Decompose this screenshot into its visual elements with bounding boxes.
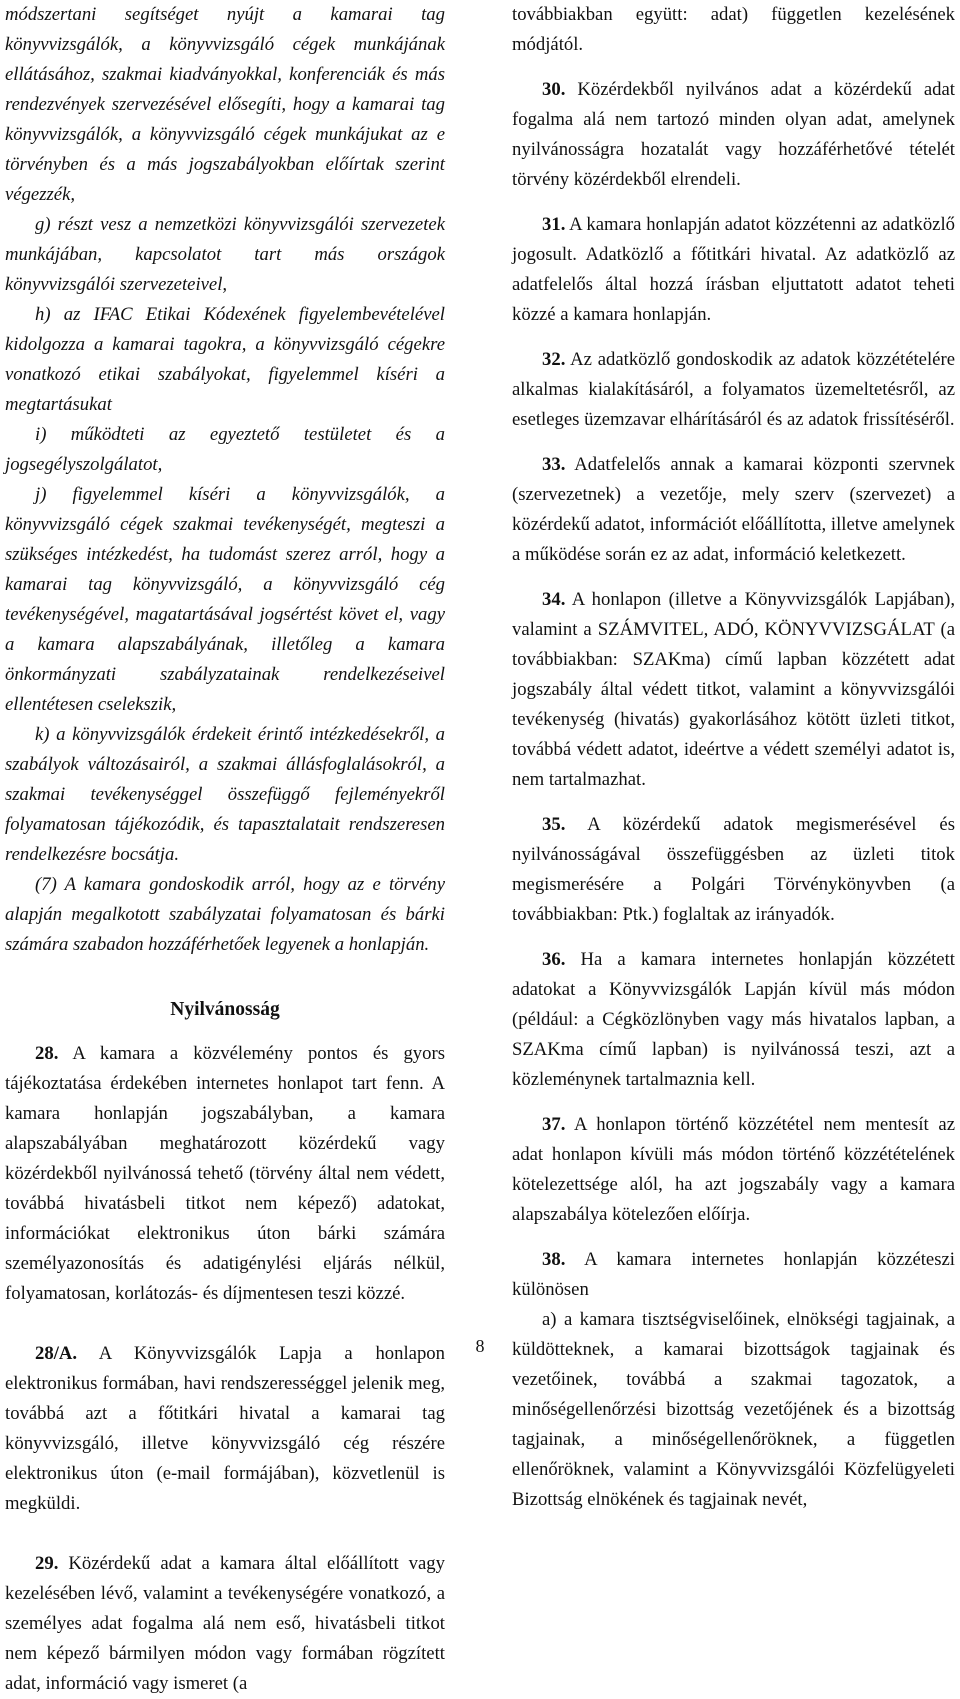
- paragraph-33: [512, 450, 955, 570]
- paragraph-number: 35.: [542, 814, 566, 835]
- paragraph-text: Közérdekből nyilvános adat a közérdekű adat fogalma alá nem tartozó minden olyan adat, amelynek nyilvánosságra hozatalát vagy hozzáférhetővé tételét törvény közérdekből elrendeli.: [512, 79, 955, 190]
- item-g: g) részt vesz a nemzetközi könyvvizsgálói szervezetek munkájában, kapcsolatot tart más országok könyvvizsgálói szervezeteivel,: [5, 214, 445, 295]
- paragraph-29: [5, 1549, 445, 1699]
- paragraph-text: A kamara internetes honlapján közzéteszi különösen: [512, 1249, 955, 1300]
- paragraph-36: [512, 945, 955, 1095]
- paragraph-34: [512, 585, 955, 795]
- paragraph-number: 33.: [542, 454, 566, 475]
- section-heading: Nyilvánosság: [170, 999, 280, 1020]
- paragraph-number: 29.: [35, 1553, 59, 1574]
- paragraph-38: [512, 1245, 955, 1305]
- paragraph-continuation: továbbiakban együtt: adat) független kezelésének módjától.: [512, 4, 955, 55]
- paragraph-text: A Könyvvizsgálók Lapja a honlapon elektronikus formában, havi rendszerességgel jelenik meg, továbbá azt a főtitkári hivatal a kamarai tag könyvvizsgáló, illetve könyvvizsgáló cég részére elektronikus úton (e-mail formájában), közvetlenül is megküldi.: [5, 1343, 445, 1514]
- right-column: [512, 0, 955, 1515]
- paragraph-text: A honlapon (illetve a Könyvvizsgálók Lapjában), valamint a SZÁMVITEL, ADÓ, KÖNYVVIZSGÁLAT (a továbbiakban: SZAKma) című lapban közzétett adat jogszabály által védett titkot, valamint a könyvvizsgálói tevékenység (hivatás) gyakorlásához kötött üzleti titkot, továbbá védett adatot, ideértve a védett személyi adatot is, nem tartalmazhat.: [512, 589, 955, 790]
- paragraph-number: 31.: [542, 214, 566, 235]
- page-number: 8: [475, 1336, 485, 1356]
- item-j: j) figyelemmel kíséri a könyvvizsgálók, a könyvvizsgáló cégek szakmai tevékenységét, megteszi a szükséges intézkedést, ha tudomást szerez arról, hogy a kamarai tag könyvvizsgáló, a könyvvizsgáló cég tevékenységével, magatartásával jogsértést követ el, vagy a kamara alapszabályának, illetőleg a kamara önkormányzati szabályzatainak rendelkezéseivel ellentétesen cselekszik,: [5, 484, 445, 715]
- paragraph-35: [512, 810, 955, 930]
- paragraph-text: A kamara a közvélemény pontos és gyors tájékoztatása érdekében internetes honlapot tart fenn. A kamara honlapján jogszabályban, a kamara alapszabályában meghatározott közérdekű vagy közérdekből nyilvánossá tehető (törvény által nem védett, továbbá hivatásbeli titkot nem képező) adatokat, információkat elektronikus úton bárki számára személyazonosítás és adatigénylési eljárás nélkül, folyamatosan, korlátozás- és díjmentesen teszi közzé.: [5, 1043, 445, 1304]
- paragraph-number: 36.: [542, 949, 566, 970]
- paragraph-30: [512, 75, 955, 195]
- item-f-continuation: módszertani segítséget nyújt a kamarai tag könyvvizsgálók, a könyvvizsgáló cégek munkájának ellátásához, szakmai kiadványokkal, konferenciák és más rendezvények szervezésével elősegíti, hogy a kamarai tag könyvvizsgálók, a könyvvizsgáló cégek munkájukat az e törvényben és a más jogszabályokban előírtak szerint végezzék,: [5, 4, 445, 205]
- paragraph-text: Ha a kamara internetes honlapján közzétett adatokat a Könyvvizsgálók Lapján kívül más módon (például: a Cégközlönyben vagy más hivatalos lapban, a SZAKma című lapban) is nyilvánossá teszi, azt a közleménynek tartalmaznia kell.: [512, 949, 955, 1090]
- item-k: k) a könyvvizsgálók érdekeit érintő intézkedésekről, a szabályok változásairól, a szakmai állásfoglalásokról, a szakmai tevékenységgel összefüggő fejleményekről folyamatosan tájékozódik, és tapasztalatait rendszeresen rendelkezésre bocsátja.: [5, 724, 445, 865]
- paragraph-38-item-a: a) a kamara tisztségviselőinek, elnökségi tagjainak, a küldötteknek, a kamarai bizottságok tagjainak és vezetőinek, továbbá a szakmai tagozatok, a minőségellenőrzési bizottság vezetőjének és a bizottság tagjainak, a minőségellenőröknek, a független ellenőröknek, valamint a Könyvvizsgálói Közfelügyeleti Bizottság elnökének és tagjainak nevét,: [512, 1309, 955, 1510]
- paragraph-text: Az adatközlő gondoskodik az adatok közzétételére alkalmas kialakításáról, a folyamatos üzemeltetésről, az esetleges üzemzavar elhárításáról és az adatok frissítéséről.: [512, 349, 955, 430]
- left-column: [5, 0, 445, 1699]
- paragraph-number: 34.: [542, 589, 566, 610]
- paragraph-28a: [5, 1339, 445, 1519]
- paragraph-text: A kamara honlapján adatot közzétenni az adatközlő jogosult. Adatközlő a főtitkári hivatal. Az adatközlő az adatfelelős által hozzá írásban eljuttatott adatot teheti közzé a kamara honlapján.: [512, 214, 955, 325]
- paragraph-7: (7) A kamara gondoskodik arról, hogy az e törvény alapján megalkotott szabályzatai folyamatosan és bárki számára szabadon hozzáférhetőek legyenek a honlapján.: [5, 874, 445, 955]
- paragraph-31: [512, 210, 955, 330]
- paragraph-number: 38.: [542, 1249, 566, 1270]
- paragraph-text: Adatfelelős annak a kamarai központi szervnek (szervezetnek) a vezetője, mely szerv (szervezet) a közérdekű adatot, információt előállította, illetve amelynek a működése során ez az adat, információ keletkezett.: [512, 454, 955, 565]
- paragraph-number: 28.: [35, 1043, 59, 1064]
- paragraph-text: A közérdekű adatok megismerésével és nyilvánosságával összefüggésben az üzleti titok megismerésére a Polgári Törvénykönyvben (a továbbiakban: Ptk.) foglaltak az irányadók.: [512, 814, 955, 925]
- paragraph-number: 37.: [542, 1114, 566, 1135]
- paragraph-text: Közérdekű adat a kamara által előállított vagy kezelésében lévő, valamint a tevékenységére vonatkozó, a személyes adat fogalma alá nem eső, hivatásbeli titkot nem képező bármilyen módon vagy formában rögzített adat, információ vagy ismeret (a: [5, 1553, 445, 1694]
- paragraph-number: 32.: [542, 349, 566, 370]
- paragraph-28: [5, 1039, 445, 1309]
- item-i: i) működteti az egyeztető testületet és a jogsegélyszolgálatot,: [5, 424, 445, 475]
- paragraph-text: A honlapon történő közzététel nem mentesít az adat honlapon kívüli más módon történő közzétételének kötelezettsége alól, ha azt jogszabály vagy a kamara alapszabálya kötelezően előírja.: [512, 1114, 955, 1225]
- paragraph-number: 28/A.: [35, 1343, 78, 1364]
- item-h: h) az IFAC Etikai Kódexének figyelembevételével kidolgozza a kamarai tagokra, a könyvvizsgáló cégekre vonatkozó etikai szabályokat, figyelemmel kíséri a megtartásukat: [5, 304, 445, 415]
- paragraph-37: [512, 1110, 955, 1230]
- paragraph-number: 30.: [542, 79, 566, 100]
- paragraph-32: [512, 345, 955, 435]
